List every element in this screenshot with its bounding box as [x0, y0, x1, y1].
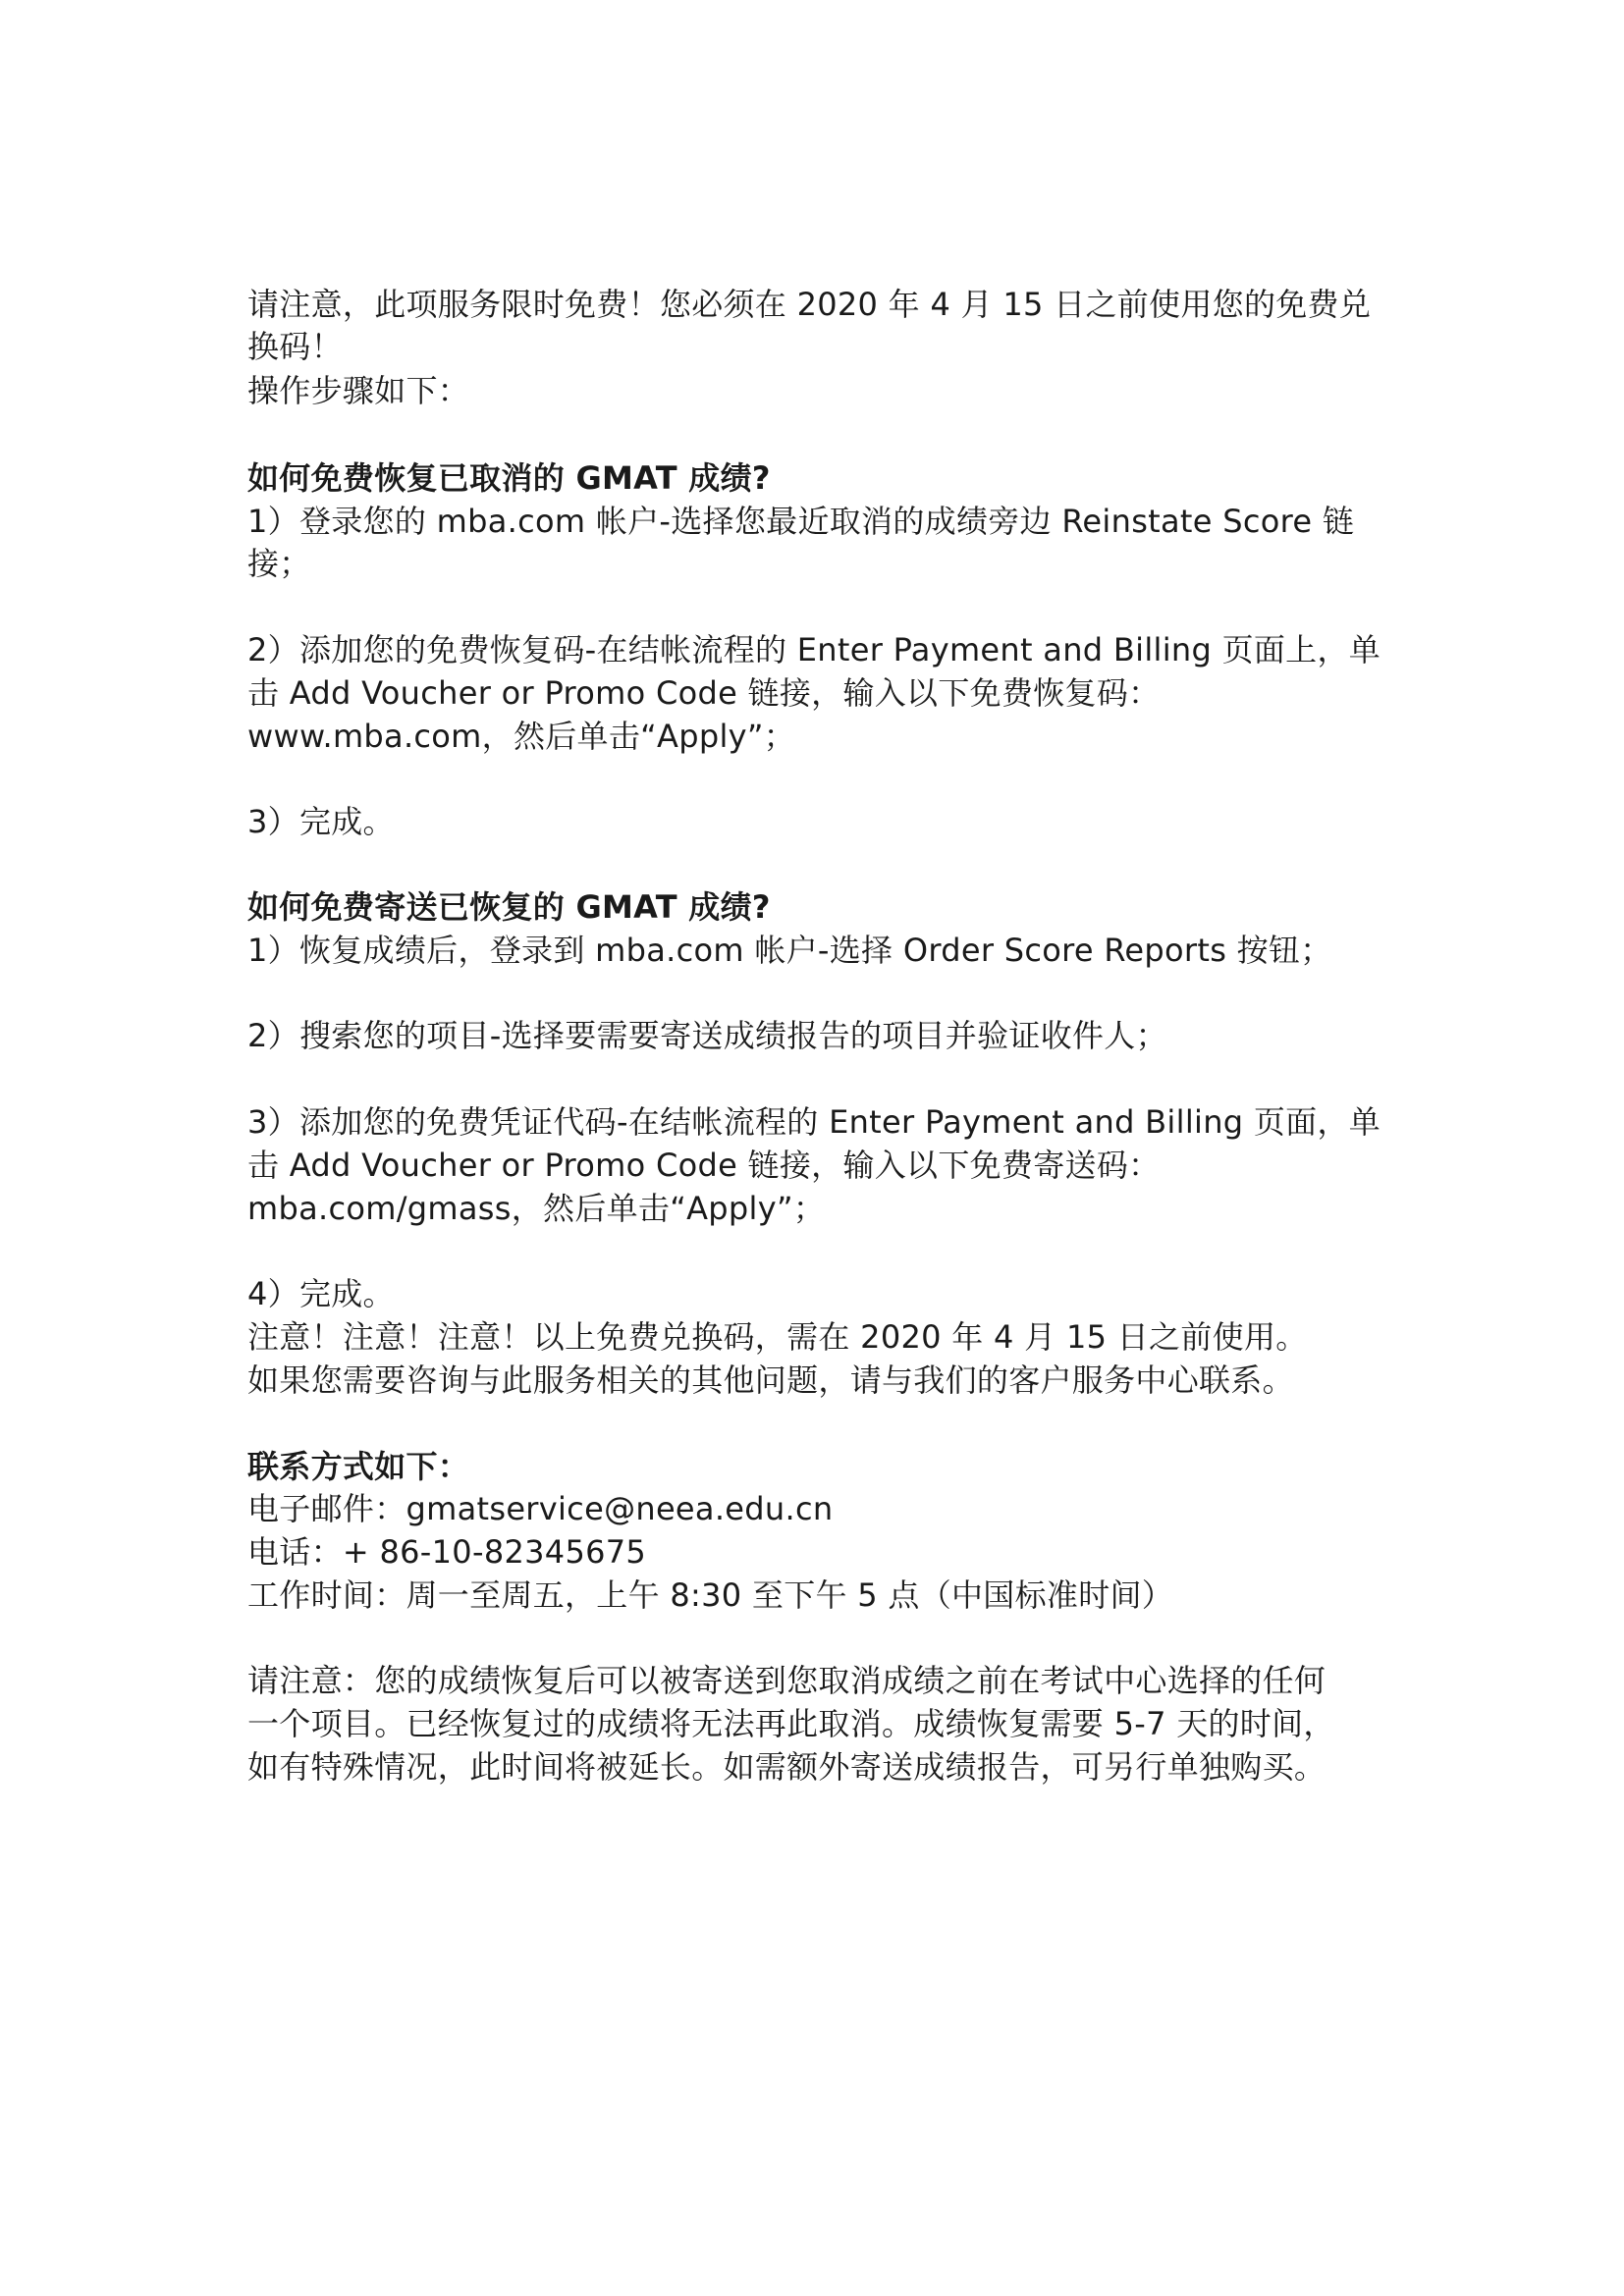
intro-line-1: 请注意，此项服务限时免费！您必须在 2020 年 4 月 15 日之前使用您的免费兑 [247, 286, 1372, 323]
send-step-3-line-1: 3）添加您的免费凭证代码-在结帐流程的 Enter Payment and Billing 页面，单 [247, 1103, 1381, 1141]
reinstate-step-2-line-1: 2）添加您的免费恢复码-在结帐流程的 Enter Payment and Billing 页面上，单 [247, 631, 1381, 668]
intro-line-3: 操作步骤如下： [247, 372, 470, 409]
reinstate-step-2-line-2: 击 Add Voucher or Promo Code 链接，输入以下免费恢复码： [247, 674, 1161, 712]
send-step-4: 4）完成。 [247, 1275, 395, 1312]
footer-note-line-2: 一个项目。已经恢复过的成绩将无法再此取消。成绩恢复需要 5-7 天的时间， [247, 1705, 1335, 1742]
contact-email: 电子邮件：gmatservice@neea.edu.cn [247, 1490, 834, 1527]
contact-phone: 电话：+ 86-10-82345675 [247, 1533, 647, 1571]
reinstate-step-2-line-3: www.mba.com，然后单击“Apply”； [247, 718, 796, 755]
send-step-3-line-2: 击 Add Voucher or Promo Code 链接，输入以下免费寄送码： [247, 1147, 1161, 1184]
contact-hours: 工作时间：周一至周五，上午 8:30 至下午 5 点（中国标准时间） [247, 1576, 1174, 1614]
notice-line-2: 如果您需要咨询与此服务相关的其他问题，请与我们的客户服务中心联系。 [247, 1362, 1294, 1399]
send-heading: 如何免费寄送已恢复的 GMAT 成绩? [247, 888, 771, 926]
reinstate-step-1-line-2: 接； [247, 545, 311, 582]
send-step-2: 2）搜索您的项目-选择要需要寄送成绩报告的项目并验证收件人； [247, 1017, 1167, 1054]
send-step-1: 1）恢复成绩后，登录到 mba.com 帐户-选择 Order Score Reports 按钮； [247, 932, 1332, 969]
send-step-3-line-3: mba.com/gmass，然后单击“Apply”； [247, 1190, 826, 1227]
notice-line-1: 注意！注意！注意！以上免费兑换码，需在 2020 年 4 月 15 日之前使用。 [247, 1318, 1308, 1356]
intro-line-2: 换码！ [247, 328, 343, 365]
footer-note-line-3: 如有特殊情况，此时间将被延长。如需额外寄送成绩报告，可另行单独购买。 [247, 1748, 1326, 1786]
reinstate-step-1-line-1: 1）登录您的 mba.com 帐户-选择您最近取消的成绩旁边 Reinstate Score 链 [247, 503, 1355, 540]
reinstate-step-3: 3）完成。 [247, 803, 395, 840]
contact-heading: 联系方式如下： [247, 1448, 470, 1485]
reinstate-heading: 如何免费恢复已取消的 GMAT 成绩? [247, 459, 771, 497]
footer-note-line-1: 请注意：您的成绩恢复后可以被寄送到您取消成绩之前在考试中心选择的任何 [247, 1662, 1326, 1699]
